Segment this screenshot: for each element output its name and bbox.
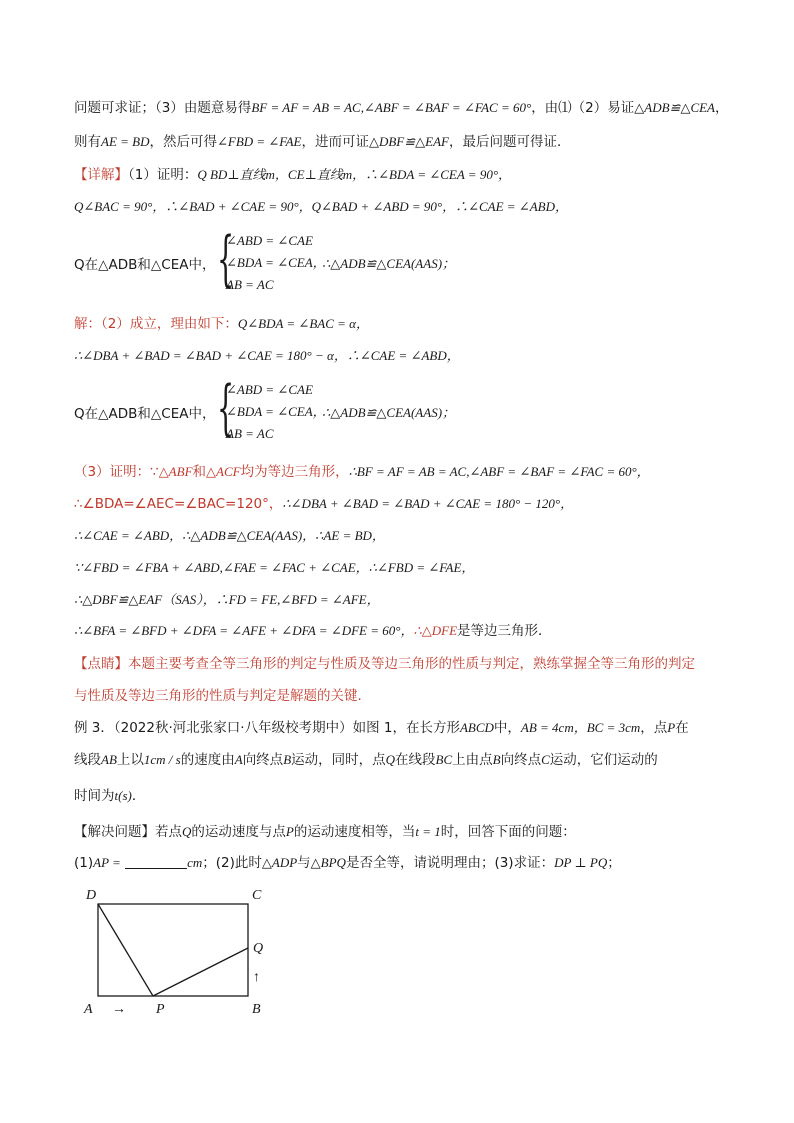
math: ∴△DBF≌△EAF（SAS），∴FD = FE,∠BFD = ∠AFE， bbox=[74, 592, 380, 607]
segment-pq bbox=[153, 948, 248, 996]
text-line bbox=[74, 786, 145, 806]
text: ，由⑴（2）易证 bbox=[531, 100, 635, 116]
system-row: AB = AC bbox=[226, 277, 274, 292]
label-b: B bbox=[252, 1002, 261, 1017]
text: 在 bbox=[675, 720, 689, 736]
text: 是否全等，请说明理由；(3)求证： bbox=[345, 855, 555, 871]
text: 中， bbox=[493, 720, 521, 736]
math: AB = 4cm，BC = 3cm bbox=[520, 720, 641, 735]
math: △DBF≌△EAF bbox=[368, 134, 449, 149]
text: 时，回答下面的问题： bbox=[440, 824, 576, 840]
label-p: P bbox=[156, 1002, 165, 1017]
label-q: Q bbox=[253, 941, 264, 956]
brace: { bbox=[217, 373, 235, 443]
text-line bbox=[74, 462, 650, 482]
math: t(s) bbox=[114, 788, 132, 803]
math: t = 1 bbox=[415, 824, 441, 839]
math: ∴∠DBA + ∠BAD = ∠BAD + ∠CAE = 180° − α，∴∠CAE = ∠ABD， bbox=[74, 348, 460, 363]
math: ∠FBD = ∠FAE bbox=[216, 134, 302, 149]
math: AE = BD bbox=[101, 134, 150, 149]
text: 例 3．（2022秋·河北张家口·八年级校考期中）如图 1，在长方形 bbox=[74, 720, 460, 736]
text: 运动，它们运动的 bbox=[549, 752, 658, 768]
text-line bbox=[74, 526, 385, 546]
text: ， bbox=[715, 100, 729, 116]
math: ∴△ADB≌△CEA(AAS)； bbox=[322, 405, 456, 420]
label-c: C bbox=[252, 888, 262, 903]
text: 是等边三角形． bbox=[457, 623, 552, 639]
text-line bbox=[74, 197, 568, 217]
text: 的速度由 bbox=[180, 752, 235, 768]
math: △BPQ bbox=[310, 855, 346, 870]
math: ∴∠DBA + ∠BAD = ∠BAD + ∠CAE = 180° − 120°， bbox=[282, 496, 574, 511]
math: Q bbox=[385, 752, 396, 767]
arrow-up-icon: ↑ bbox=[253, 970, 260, 985]
text: 【解决问题】若点 bbox=[74, 824, 182, 840]
system-row: AB = AC bbox=[226, 426, 274, 441]
rectangle-abcd bbox=[98, 904, 248, 996]
math: B bbox=[492, 752, 501, 767]
system-rows bbox=[226, 231, 326, 297]
math: Q BD⊥直线m，CE⊥直线m，∴∠BDA = ∠CEA = 90°， bbox=[197, 167, 512, 182]
math: ∵∠FBD = ∠FBA + ∠ABD,∠FAE = ∠FAC + ∠CAE，∴∠FBD = ∠FAE， bbox=[74, 560, 475, 575]
arrow-right-icon: → bbox=[112, 1002, 126, 1017]
math: △ADB≌△CEA bbox=[634, 100, 715, 115]
text: 则有 bbox=[74, 134, 101, 150]
math: △ACF bbox=[206, 464, 241, 479]
answer-blank[interactable] bbox=[125, 854, 187, 869]
system-row: ∠ABD = ∠CAE bbox=[226, 233, 313, 248]
text: 线段 bbox=[74, 752, 101, 768]
text-line bbox=[74, 718, 689, 738]
text-line bbox=[74, 621, 552, 641]
math: △ABF bbox=[158, 464, 193, 479]
system-row: ∠ABD = ∠CAE bbox=[226, 382, 313, 397]
math: ∴∠BFA = ∠BFD + ∠DFA = ∠AFE + ∠DFA = ∠DFE = 60°， bbox=[74, 623, 414, 638]
text-line bbox=[74, 314, 369, 334]
math: Q bbox=[182, 824, 192, 839]
text: Q在△ADB和△CEA中， bbox=[74, 257, 216, 273]
system-row: ∠BDA = ∠CEA， bbox=[226, 404, 326, 419]
math: B bbox=[283, 752, 292, 767]
text: 本题主要考查全等三角形的判定与性质及等边三角形的性质与判定，熟练掌握全等三角形的判定 bbox=[128, 656, 695, 672]
text-line bbox=[74, 558, 474, 578]
math: A bbox=[234, 752, 243, 767]
text-line bbox=[74, 165, 511, 185]
label-a: A bbox=[84, 1002, 93, 1017]
text: ，进而可证 bbox=[301, 134, 369, 150]
math: AB bbox=[101, 752, 117, 767]
text-line bbox=[74, 346, 460, 366]
text: ． bbox=[131, 788, 146, 804]
rectangle-figure bbox=[76, 880, 276, 1020]
math: BF = AF = AB = AC,∠ABF = ∠BAF = ∠FAC = 60° bbox=[251, 100, 532, 115]
math: P bbox=[667, 720, 676, 735]
text: 和 bbox=[192, 464, 207, 480]
text-line bbox=[74, 494, 573, 514]
text: 问题可求证；（3）由题意易得 bbox=[74, 100, 252, 116]
math: ∴△DFE bbox=[413, 623, 458, 638]
text: 运动，同时，点 bbox=[291, 752, 386, 768]
text: 的运动速度与点 bbox=[191, 824, 286, 840]
text: ，然后可得 bbox=[149, 134, 217, 150]
text: 上由点 bbox=[452, 752, 493, 768]
text: 向终点 bbox=[500, 752, 542, 768]
math: ∴△ADB≌△CEA(AAS)； bbox=[322, 256, 456, 271]
text: 向终点 bbox=[242, 752, 284, 768]
text-line bbox=[74, 853, 621, 873]
math: ∴∠CAE = ∠ABD，∴△ADB≌△CEA(AAS)，∴AE = BD， bbox=[74, 528, 385, 543]
text: 上以 bbox=[116, 752, 144, 768]
text: ∴∠BDA=∠AEC=∠BAC=120°， bbox=[74, 496, 283, 512]
text-line bbox=[74, 590, 380, 610]
segment-dp bbox=[98, 904, 153, 996]
math: ABCD bbox=[459, 720, 494, 735]
system-rows bbox=[226, 380, 326, 446]
brace: { bbox=[217, 224, 235, 294]
math: BC bbox=[435, 752, 453, 767]
text-line bbox=[74, 132, 570, 152]
note-tag: 【点睛】 bbox=[74, 656, 128, 672]
text: 在线段 bbox=[395, 752, 436, 768]
text: ，最后问题可得证． bbox=[448, 134, 571, 150]
text: ；(2)此时 bbox=[202, 855, 262, 871]
text: (1) bbox=[74, 855, 94, 871]
text: 与 bbox=[297, 855, 311, 871]
label-d: D bbox=[86, 888, 97, 903]
text-line bbox=[74, 686, 371, 706]
text-line bbox=[74, 822, 576, 842]
math: Q∠BAC = 90°，∴∠BAD + ∠CAE = 90°，Q∠BAD + ∠ABD = 90°，∴∠CAE = ∠ABD， bbox=[74, 199, 568, 214]
text: （3）证明：∵ bbox=[74, 464, 159, 480]
system-row: ∠BDA = ∠CEA， bbox=[226, 255, 326, 270]
text: 时间为 bbox=[74, 788, 115, 804]
text: ，点 bbox=[640, 720, 668, 736]
text-line bbox=[74, 654, 695, 674]
math: cm bbox=[187, 855, 203, 870]
text: 的运动速度相等，当 bbox=[293, 824, 416, 840]
math: AP = bbox=[93, 855, 121, 870]
math: △ADP bbox=[261, 855, 298, 870]
math: Q∠BDA = ∠BAC = α， bbox=[237, 316, 369, 331]
math: DP ⊥ PQ bbox=[554, 855, 608, 870]
text: Q在△ADB和△CEA中， bbox=[74, 406, 216, 422]
text: 解：（2）成立，理由如下： bbox=[74, 316, 238, 332]
math: P bbox=[285, 824, 294, 839]
detail-tag: 【详解】 bbox=[74, 167, 128, 183]
text: ； bbox=[607, 855, 621, 871]
math: 1cm / s bbox=[143, 752, 181, 767]
text: 与性质及等边三角形的性质与判定是解题的关键． bbox=[74, 688, 371, 704]
text: （1）证明： bbox=[128, 167, 198, 183]
text-line bbox=[74, 98, 729, 118]
math: C bbox=[541, 752, 550, 767]
math: ∴BF = AF = AB = AC,∠ABF = ∠BAF = ∠FAC = 60°， bbox=[348, 464, 650, 479]
text-line bbox=[74, 750, 658, 770]
text: 均为等边三角形， bbox=[240, 464, 349, 480]
